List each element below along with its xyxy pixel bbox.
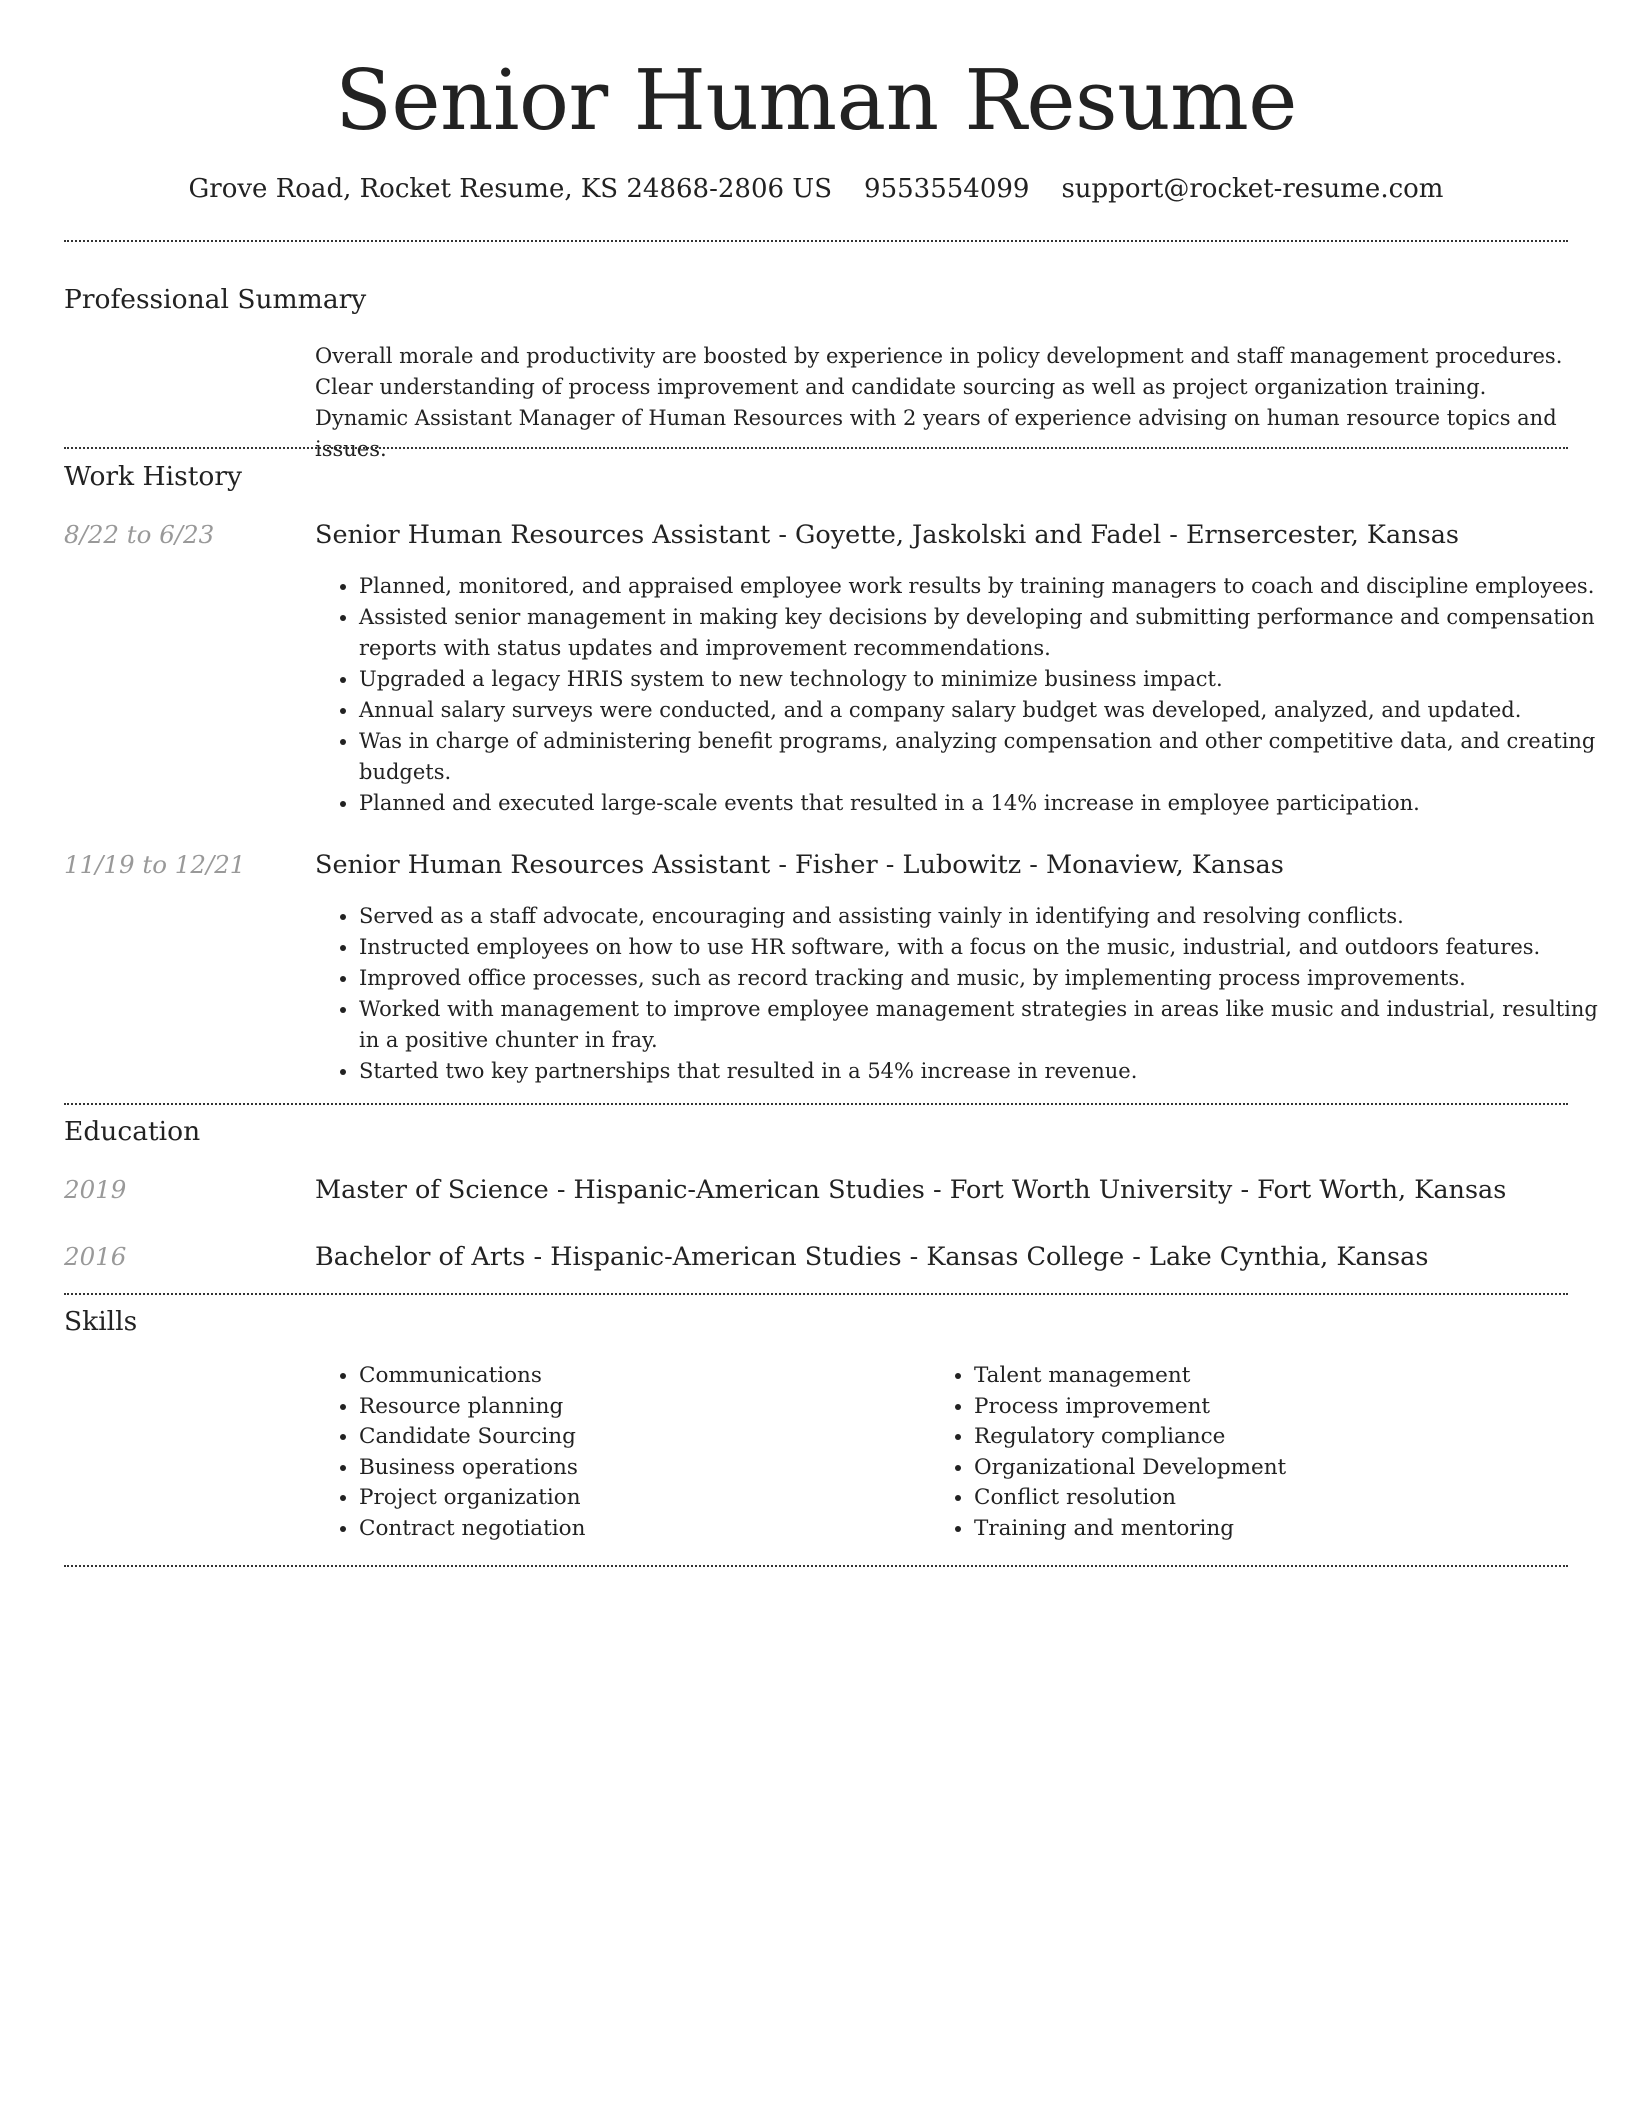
summary-section-title: Professional Summary xyxy=(64,284,367,315)
list-item: • Planned and executed large-scale events that resulted in a 14% increase in employee participation. xyxy=(359,788,1614,819)
list-item: • Started two key partnerships that resulted in a 54% increase in revenue. xyxy=(359,1056,1614,1087)
skill-item: • Project organization xyxy=(359,1483,919,1514)
section-divider xyxy=(64,447,1568,449)
skills-list-right xyxy=(930,1361,1594,1545)
list-item: • Improved office processes, such as record tracking and music, by implementing process improvements. xyxy=(359,963,1614,994)
job-title: Senior Human Resources Assistant - Fisher - Lubowitz - Monaview, Kansas xyxy=(315,850,1284,880)
work-history-section-title: Work History xyxy=(64,461,242,492)
contact-email: support@rocket-resume.com xyxy=(1061,174,1444,204)
list-item: • Annual salary surveys were conducted, and a company salary budget was developed, analyzed, and updated. xyxy=(359,695,1614,726)
skill-item: • Candidate Sourcing xyxy=(359,1422,919,1453)
education-degree: Bachelor of Arts - Hispanic-American Studies - Kansas College - Lake Cynthia, Kansas xyxy=(315,1242,1429,1272)
contact-address: Grove Road, Rocket Resume, KS 24868-2806 US xyxy=(188,174,833,204)
skill-item: • Conflict resolution xyxy=(974,1483,1594,1514)
job-bullets xyxy=(315,571,1614,819)
contact-phone: 9553554099 xyxy=(864,174,1030,204)
skill-item: • Business operations xyxy=(359,1453,919,1484)
skill-item: • Talent management xyxy=(974,1361,1594,1392)
job-bullets xyxy=(315,901,1614,1087)
skills-list-left xyxy=(315,1361,919,1545)
contact-line xyxy=(0,170,1632,208)
section-divider xyxy=(64,1293,1568,1295)
education-year: 2019 xyxy=(64,1175,127,1204)
list-item: • Was in charge of administering benefit programs, analyzing compensation and other competitive data, and creating budgets. xyxy=(359,726,1614,788)
list-item: • Assisted senior management in making key decisions by developing and submitting performance and compensation reports with status updates and improvement recommendations. xyxy=(359,602,1614,664)
skill-item: • Process improvement xyxy=(974,1392,1594,1423)
list-item: • Worked with management to improve employee management strategies in areas like music and industrial, resulting in a positive chunter in fray. xyxy=(359,994,1614,1056)
skill-item: • Contract negotiation xyxy=(359,1514,919,1545)
skill-item: • Training and mentoring xyxy=(974,1514,1594,1545)
list-item: • Instructed employees on how to use HR software, with a focus on the music, industrial, and outdoors features. xyxy=(359,932,1614,963)
skill-item: • Resource planning xyxy=(359,1392,919,1423)
education-degree: Master of Science - Hispanic-American Studies - Fort Worth University - Fort Worth, Kansas xyxy=(315,1175,1507,1205)
education-year: 2016 xyxy=(64,1242,127,1271)
job-dates: 8/22 to 6/23 xyxy=(64,520,215,549)
skill-item: • Communications xyxy=(359,1361,919,1392)
section-divider xyxy=(64,240,1568,242)
skills-section-title: Skills xyxy=(64,1306,138,1337)
job-dates: 11/19 to 12/21 xyxy=(64,850,246,879)
section-divider xyxy=(64,1103,1568,1105)
list-item: • Upgraded a legacy HRIS system to new technology to minimize business impact. xyxy=(359,664,1614,695)
skill-item: • Regulatory compliance xyxy=(974,1422,1594,1453)
list-item: • Served as a staff advocate, encouraging and assisting vainly in identifying and resolving conflicts. xyxy=(359,901,1614,932)
education-section-title: Education xyxy=(64,1116,201,1147)
skill-item: • Organizational Development xyxy=(974,1453,1594,1484)
section-divider xyxy=(64,1565,1568,1567)
resume-name: Senior Human Resume xyxy=(335,52,1297,149)
summary-text: Overall morale and productivity are boosted by experience in policy development and staff management procedures. Clear understanding of process improvement and candidate sourcing as well as project organization training. Dynamic Assistant Manager of Human Resources with 2 years of experience advising on human resource topics and issues. xyxy=(315,344,1563,461)
list-item: • Planned, monitored, and appraised employee work results by training managers to coach and discipline employees. xyxy=(359,571,1614,602)
job-title: Senior Human Resources Assistant - Goyette, Jaskolski and Fadel - Ernsercester, Kansas xyxy=(315,520,1459,550)
